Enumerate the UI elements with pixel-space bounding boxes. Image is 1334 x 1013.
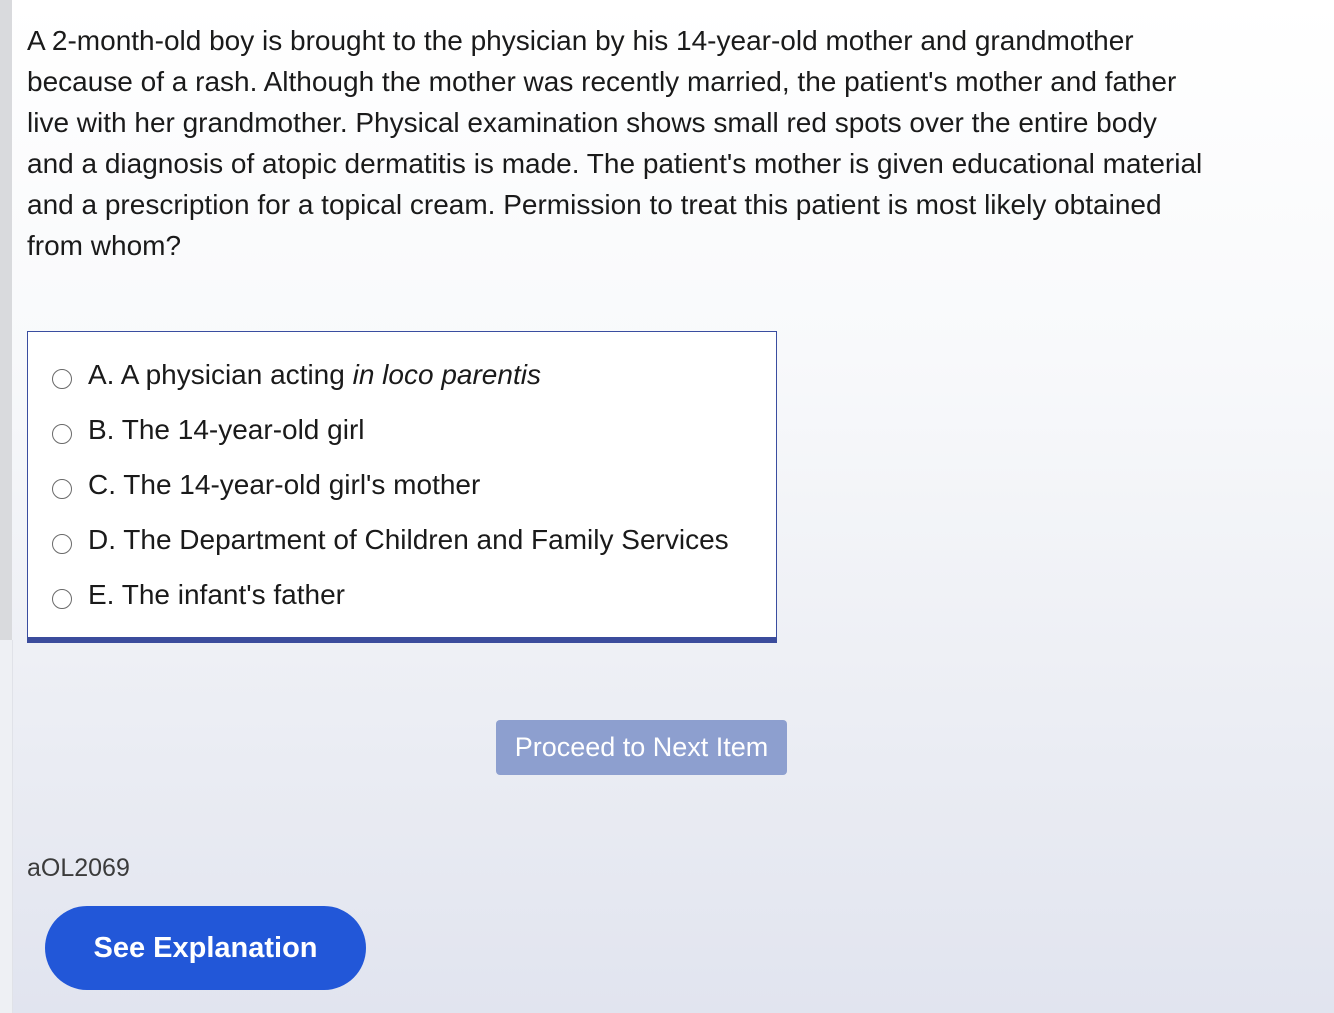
question-id: aOL2069 — [27, 854, 130, 882]
left-scroll-edge — [0, 0, 12, 640]
choice-c[interactable] — [52, 465, 480, 505]
radio-button-icon[interactable] — [52, 369, 72, 389]
see-explanation-button[interactable]: See Explanation — [45, 906, 366, 990]
choice-d-label: D. The Department of Children and Family Services — [88, 524, 729, 555]
answer-choices — [27, 331, 777, 643]
choice-e-label: E. The infant's father — [88, 579, 345, 610]
proceed-next-item-button[interactable]: Proceed to Next Item — [496, 720, 787, 775]
radio-button-icon[interactable] — [52, 424, 72, 444]
choice-c-label: C. The 14-year-old girl's mother — [88, 469, 481, 500]
radio-button-icon[interactable] — [52, 534, 72, 554]
choice-e[interactable] — [52, 575, 345, 615]
choice-b[interactable] — [52, 410, 365, 450]
choice-a[interactable] — [52, 355, 541, 395]
choice-d[interactable] — [52, 520, 729, 560]
choice-b-label: B. The 14-year-old girl — [88, 414, 365, 445]
question-stem: A 2-month-old boy is brought to the physician by his 14-year-old mother and grandmother because of a rash. Although the mother was recently married, the patient's mother and father live with her grandmother. Physical examination shows small red spots over the entire body and a diagnosis of atopic dermatitis is made. The patient's mother is given educational material and a prescription for a topical cream. Permission to treat this patient is most likely obtained from whom? — [27, 25, 1203, 261]
radio-button-icon[interactable] — [52, 589, 72, 609]
choice-a-label: A. A physician acting in loco parentis — [88, 359, 541, 390]
left-panel-edge — [0, 640, 13, 1013]
radio-button-icon[interactable] — [52, 479, 72, 499]
